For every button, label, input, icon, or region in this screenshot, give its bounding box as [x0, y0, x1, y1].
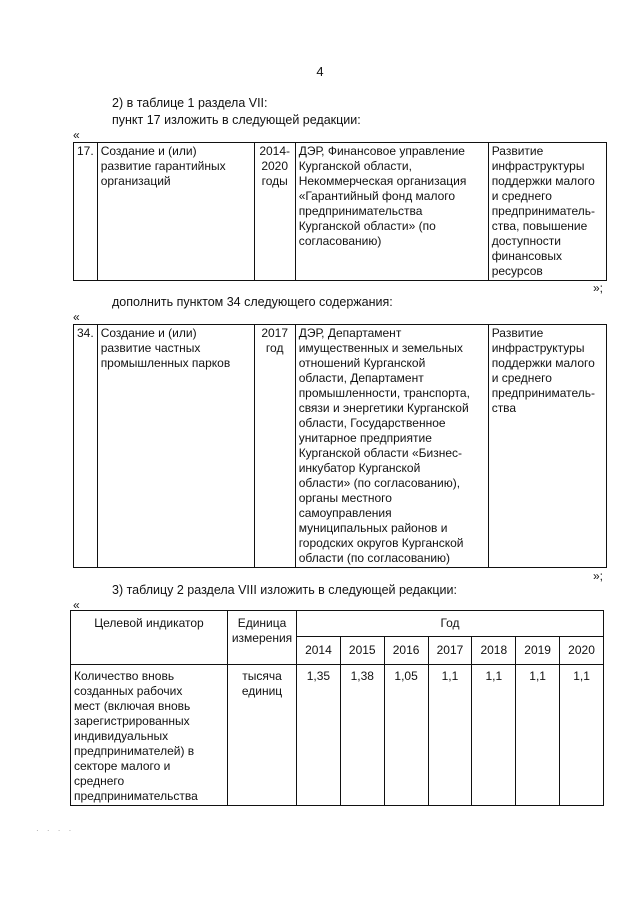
- table-row: [74, 143, 607, 281]
- value-2020: 1,1: [560, 665, 604, 806]
- year-2015: 2015: [340, 637, 384, 665]
- add-item-34-instruction: дополнить пунктом 34 следующего содержания:: [112, 295, 393, 309]
- row17-name: Создание и (или) развитие гарантийных организаций: [97, 143, 254, 281]
- header-unit: Единица измерения: [228, 611, 297, 665]
- year-2014: 2014: [297, 637, 341, 665]
- table1-row-34: [73, 324, 607, 568]
- item-17-instruction: пункт 17 изложить в следующей редакции:: [112, 113, 361, 127]
- row34-goal: Развитие инфраструктуры поддержки малого и среднего предприниматель- ства: [488, 325, 606, 568]
- open-quote-3: «: [73, 598, 80, 612]
- table-row: [74, 325, 607, 568]
- subitem-2-heading: 2) в таблице 1 раздела VII:: [112, 96, 268, 110]
- row17-number: 17.: [74, 143, 98, 281]
- subitem-3-heading: 3) таблицу 2 раздела VIII изложить в следующей редакции:: [112, 583, 457, 597]
- header-indicator: Целевой индикатор: [71, 611, 228, 665]
- open-quote-1: «: [73, 128, 80, 142]
- table-header-row: [71, 611, 604, 637]
- row34-number: 34.: [74, 325, 98, 568]
- row17-executors: ДЭР, Финансовое управление Курганской области, Некоммерческая организация «Гарантийный фонд малого предпринимательства Курганской области» (по согласованию): [295, 143, 488, 281]
- row17-goal: Развитие инфраструктуры поддержки малого и среднего предприниматель- ства, повышение доступности финансовых ресурсов: [488, 143, 606, 281]
- row34-executors: ДЭР, Департамент имущественных и земельных отношений Курганской области, Департамент промышленности, транспорта, связи и энергетики Курганской области, Государственное унитарное предприятие Курганской области «Бизнес- инкубатор Курганской области» (по согласованию), органы местного самоуправления муниципальных районов и городских округов Курганской области (по согласованию): [295, 325, 488, 568]
- value-2015: 1,38: [340, 665, 384, 806]
- year-2019: 2019: [516, 637, 560, 665]
- open-quote-2: «: [73, 310, 80, 324]
- value-2017: 1,1: [428, 665, 472, 806]
- header-year: Год: [297, 611, 604, 637]
- indicator-unit: тысяча единиц: [228, 665, 297, 806]
- row17-period: 2014- 2020 годы: [254, 143, 295, 281]
- close-quote-1: »;: [593, 281, 604, 295]
- year-2017: 2017: [428, 637, 472, 665]
- value-2016: 1,05: [384, 665, 428, 806]
- year-2016: 2016: [384, 637, 428, 665]
- row34-period: 2017 год: [254, 325, 295, 568]
- scan-speck-marks: · · · ·: [36, 826, 75, 835]
- table-row: [71, 665, 604, 806]
- close-quote-2: »;: [593, 569, 604, 583]
- value-2019: 1,1: [516, 665, 560, 806]
- table2-indicators: [70, 610, 604, 806]
- table1-row-17: [73, 142, 607, 281]
- value-2018: 1,1: [472, 665, 516, 806]
- page-number: 4: [316, 64, 324, 79]
- year-2020: 2020: [560, 637, 604, 665]
- row34-name: Создание и (или) развитие частных промышленных парков: [97, 325, 254, 568]
- indicator-name: Количество вновь созданных рабочих мест (включая вновь зарегистрированных индивидуальных предпринимателей) в секторе малого и среднего предпринимательства: [71, 665, 228, 806]
- year-2018: 2018: [472, 637, 516, 665]
- value-2014: 1,35: [297, 665, 341, 806]
